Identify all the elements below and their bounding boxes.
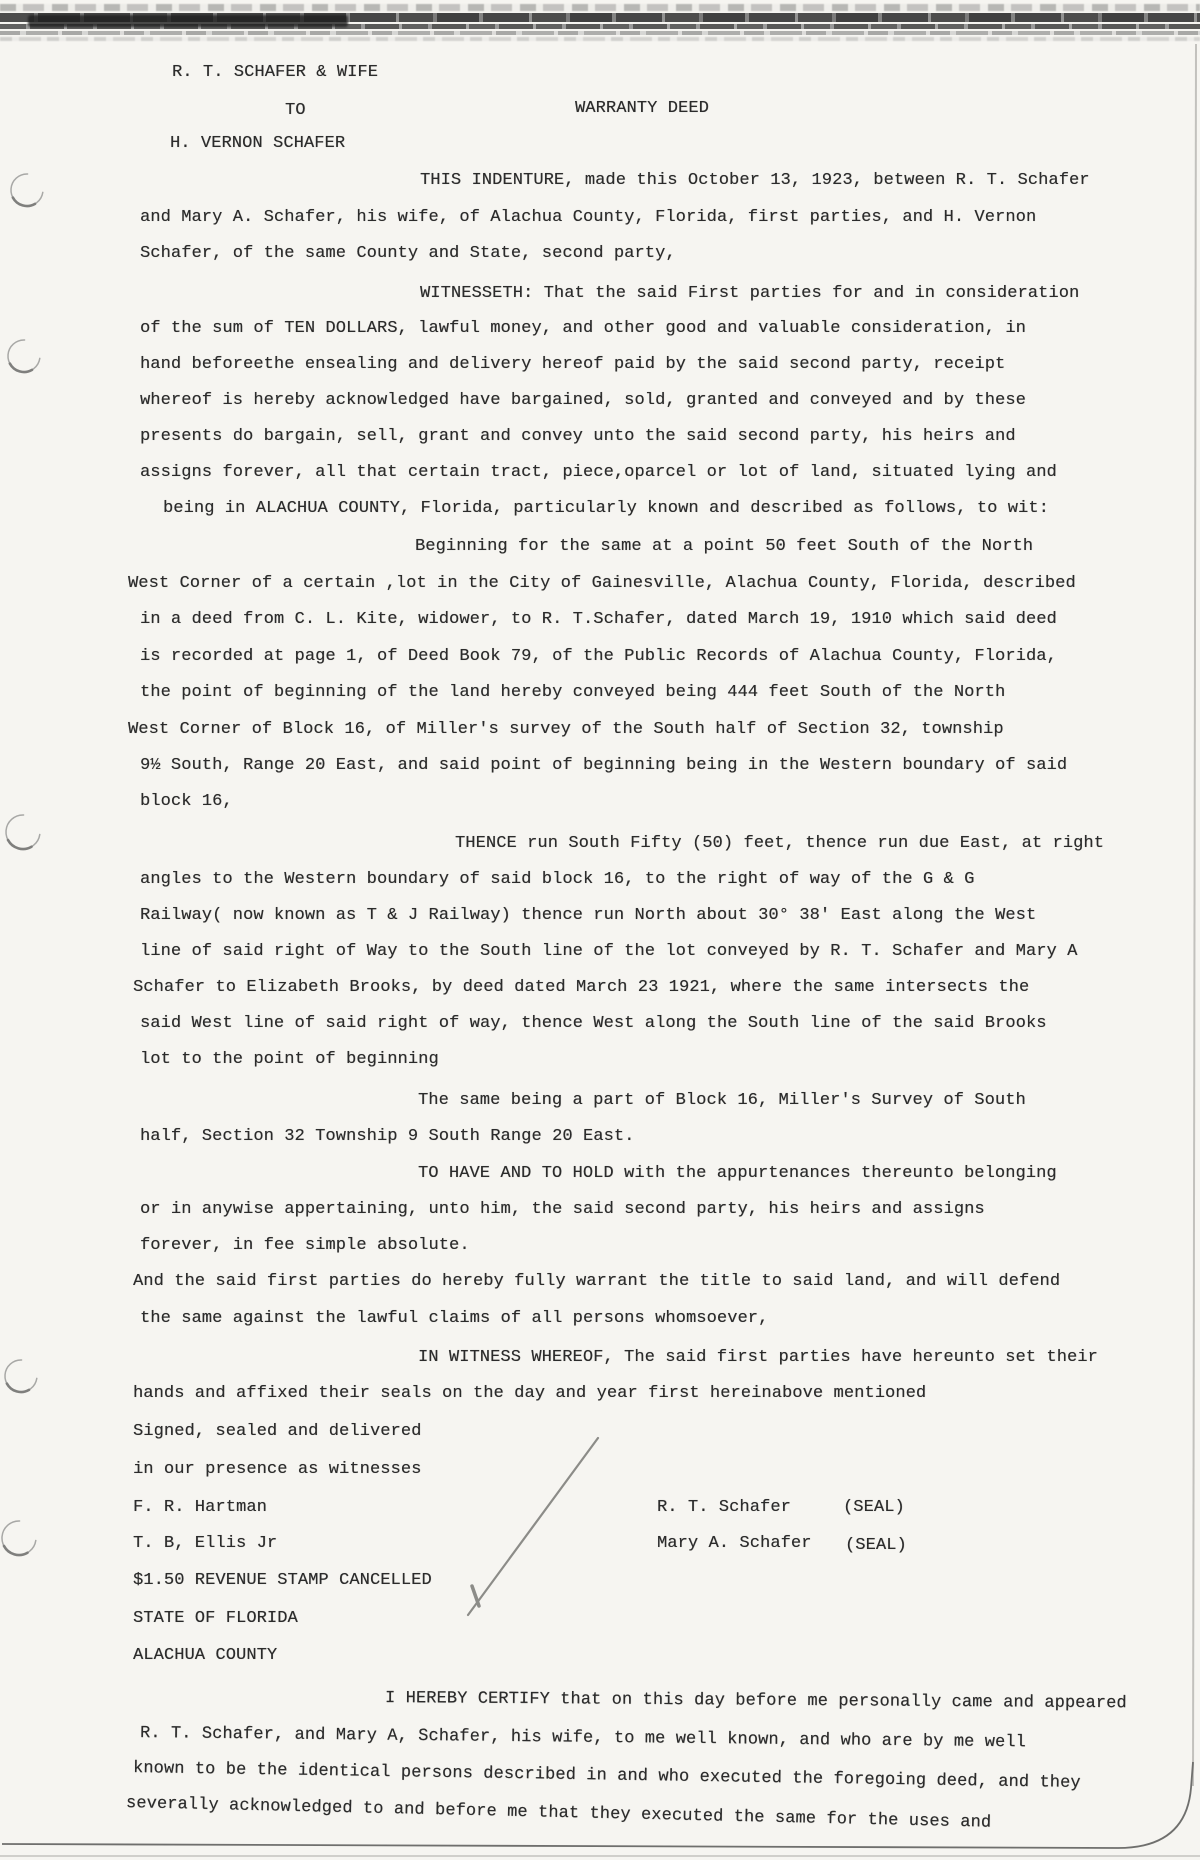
- binder-ring-mark: [8, 340, 40, 372]
- scan-smudge-streak: [0, 37, 1200, 41]
- document-line: Railway( now known as T & J Railway) thence run North about 30° 38' East along the West: [140, 906, 1037, 925]
- document-line: TO HAVE AND TO HOLD with the appurtenances thereunto belonging: [418, 1164, 1057, 1183]
- document-line: whereof is hereby acknowledged have bargained, sold, granted and conveyed and by these: [140, 391, 1026, 410]
- document-line: West Corner of a certain ,lot in the City of Gainesville, Alachua County, Florida, described: [128, 574, 1076, 593]
- grantee-name: H. VERNON SCHAFER: [170, 134, 346, 153]
- document-line: R. T. Schafer, and Mary A, Schafer, his wife, to me well known, and who are by me well: [139, 1724, 1027, 1753]
- document-line: WITNESSETH: That the said First parties for and in consideration: [420, 284, 1080, 303]
- document-line: said West line of said right of way, thence West along the South line of the said Brooks: [140, 1014, 1047, 1033]
- page-right-edge-line: [1193, 44, 1196, 1786]
- document-line: West Corner of Block 16, of Miller's survey of the South half of Section 32, township: [128, 720, 1004, 739]
- document-line: And the said first parties do hereby fully warrant the title to said land, and will defend: [133, 1272, 1061, 1291]
- document-line: half, Section 32 Township 9 South Range 20 East.: [140, 1127, 635, 1146]
- county-label: ALACHUA COUNTY: [133, 1646, 278, 1665]
- document-line: and Mary A. Schafer, his wife, of Alachua County, Florida, first parties, and H. Vernon: [140, 208, 1037, 227]
- scan-smudge-blob: [28, 15, 348, 27]
- document-line: presents do bargain, sell, grant and convey unto the said second party, his heirs and: [140, 427, 1016, 446]
- document-line: Schafer to Elizabeth Brooks, by deed dated March 23 1921, where the same intersects the: [133, 978, 1030, 997]
- document-line: The same being a part of Block 16, Miller's Survey of South: [418, 1091, 1026, 1110]
- scan-smudge-streak: [0, 4, 1200, 11]
- deed-title: WARRANTY DEED: [575, 99, 709, 118]
- document-line: is recorded at page 1, of Deed Book 79, of the Public Records of Alachua County, Florida,: [140, 647, 1057, 666]
- document-line: Schafer, of the same County and State, second party,: [140, 244, 676, 263]
- document-line: I HEREBY CERTIFY that on this day before me personally came and appeared: [384, 1689, 1127, 1714]
- revenue-stamp-note: $1.50 REVENUE STAMP CANCELLED: [133, 1571, 432, 1590]
- seal-label-1: (SEAL): [843, 1498, 905, 1517]
- grantor-name: R. T. SCHAFER & WIFE: [172, 63, 379, 82]
- witness-signature-1: F. R. Hartman: [133, 1498, 267, 1517]
- document-line: in our presence as witnesses: [133, 1460, 422, 1479]
- document-line: Signed, sealed and delivered: [133, 1422, 422, 1441]
- document-line: hands and affixed their seals on the day and year first hereinabove mentioned: [133, 1384, 927, 1403]
- document-line: lot to the point of beginning: [140, 1050, 439, 1069]
- pencil-check-mark: [472, 1586, 479, 1606]
- witness-signature-2: T. B, Ellis Jr: [133, 1534, 278, 1553]
- document-line: the same against the lawful claims of all persons whomsoever,: [140, 1309, 769, 1328]
- state-label: STATE OF FLORIDA: [133, 1609, 298, 1628]
- document-line: IN WITNESS WHEREOF, The said first parties have hereunto set their: [418, 1348, 1098, 1367]
- to-label: TO: [285, 101, 306, 120]
- document-line: of the sum of TEN DOLLARS, lawful money, and other good and valuable consideration, in: [140, 319, 1026, 338]
- document-line: or in anywise appertaining, unto him, the said second party, his heirs and assigns: [140, 1200, 985, 1219]
- binder-ring-mark: [11, 174, 43, 206]
- scan-bottom-faint-line: [0, 1855, 1200, 1857]
- document-line: severally acknowledged to and before me that they executed the same for the uses and: [125, 1794, 992, 1833]
- scan-smudge-streak: [0, 31, 1200, 35]
- document-line: in a deed from C. L. Kite, widower, to R. T.Schafer, dated March 19, 1910 which said deed: [140, 610, 1057, 629]
- binder-ring-mark: [2, 1521, 36, 1555]
- document-line: block 16,: [140, 792, 233, 811]
- document-line: THIS INDENTURE, made this October 13, 1923, between R. T. Schafer: [420, 171, 1090, 190]
- document-line: angles to the Western boundary of said block 16, to the right of way of the G & G: [140, 870, 975, 889]
- binder-ring-mark: [6, 815, 40, 849]
- document-line: line of said right of Way to the South line of the lot conveyed by R. T. Schafer and Mary A: [140, 942, 1078, 961]
- document-line: assigns forever, all that certain tract, piece,oparcel or lot of land, situated lying and: [140, 463, 1057, 482]
- seal-label-2: (SEAL): [845, 1536, 907, 1555]
- document-line: forever, in fee simple absolute.: [140, 1236, 470, 1255]
- binder-ring-mark: [5, 1360, 37, 1392]
- document-line: known to be the identical persons described in and who executed the foregoing deed, and they: [132, 1759, 1081, 1793]
- document-line: the point of beginning of the land hereby conveyed being 444 feet South of the North: [140, 683, 1006, 702]
- document-line: THENCE run South Fifty (50) feet, thence run due East, at right: [455, 834, 1105, 853]
- document-line: 9½ South, Range 20 East, and said point of beginning being in the Western boundary of said: [140, 756, 1068, 775]
- document-line: hand beforeethe ensealing and delivery hereof paid by the said second party, receipt: [140, 355, 1006, 374]
- document-line: Beginning for the same at a point 50 feet South of the North: [415, 537, 1034, 556]
- grantor-signature-2: Mary A. Schafer: [657, 1534, 812, 1553]
- pencil-check-mark: [468, 1438, 598, 1615]
- document-line: being in ALACHUA COUNTY, Florida, particularly known and described as follows, to wit:: [163, 499, 1049, 518]
- grantor-signature-1: R. T. Schafer: [657, 1498, 791, 1517]
